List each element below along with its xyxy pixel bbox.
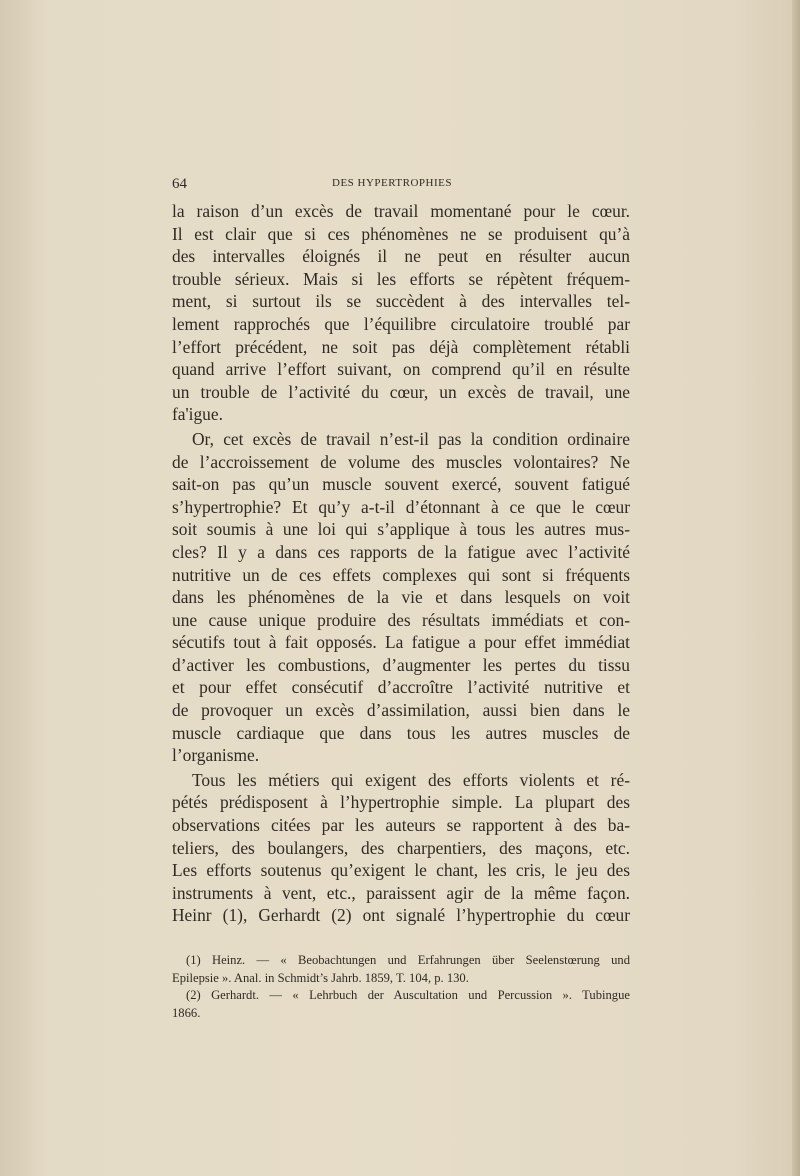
text-line: dans les phénomènes de la vie et dans lesquels on voit [172, 587, 630, 608]
footnote-line: (1) Heinz. — « Beobachtungen und Erfahrungen über Seelenstœrung und [186, 953, 630, 967]
text-line: sécutifs tout à fait opposés. La fatigue a pour effet immédiat [172, 632, 630, 653]
page-header [172, 176, 628, 194]
body-text [172, 200, 630, 927]
text-line: un trouble de l’activité du cœur, un excès de travail, une [172, 381, 630, 402]
running-title: DES HYPERTROPHIES [332, 177, 452, 189]
text-line: Les efforts soutenus qu’exigent le chant, les cris, le jeu des [172, 860, 630, 881]
text-line: instruments à vent, etc., paraissent agir de la même façon. [172, 882, 630, 903]
text-line: muscle cardiaque que dans tous les autres muscles de [172, 722, 630, 743]
text-line: de provoquer un excès d’assimilation, aussi bien dans le [172, 700, 630, 721]
text-line: quand arrive l’effort suivant, on comprend qu’il en résulte [172, 359, 630, 380]
text-line: pétés prédisposent à l’hypertrophie simple. La plupart des [172, 792, 630, 813]
footnote-line: (2) Gerhardt. — « Lehrbuch der Auscultation und Percussion ». Tubingue [186, 988, 630, 1002]
text-line: nutritive un de ces effets complexes qui sont si fréquents [172, 564, 630, 585]
text-line: Tous les métiers qui exigent des efforts violents et ré- [192, 769, 630, 790]
text-line: Heinr (1), Gerhardt (2) ont signalé l’hypertrophie du cœur [172, 905, 630, 926]
text-line: fa'igue. [172, 404, 223, 425]
text-line: observations citées par les auteurs se rapportent à des ba- [172, 815, 630, 836]
text-line: sait-on pas qu’un muscle souvent exercé, souvent fatigué [172, 474, 630, 495]
text-line: soit soumis à une loi qui s’applique à tous les autres mus- [172, 519, 630, 540]
text-line: d’activer les combustions, d’augmenter les pertes du tissu [172, 654, 630, 675]
text-line: ment, si surtout ils se succèdent à des intervalles tel- [172, 291, 630, 312]
text-line: une cause unique produire des résultats immédiats et con- [172, 609, 630, 630]
text-line: Or, cet excès de travail n’est-il pas la condition ordinaire [192, 428, 630, 449]
text-line: l’effort précédent, ne soit pas déjà complètement rétabli [172, 336, 630, 357]
footnotes [172, 952, 630, 1022]
text-line: s’hypertrophie? Et qu’y a-t-il d’étonnant à ce que le cœur [172, 496, 630, 517]
text-line: cles? Il y a dans ces rapports de la fatigue avec l’activité [172, 541, 630, 562]
text-line: de l’accroissement de volume des muscles volontaires? Ne [172, 451, 630, 472]
text-line: Il est clair que si ces phénomènes ne se produisent qu’à [172, 223, 630, 244]
page-number: 64 [172, 176, 187, 192]
text-line: la raison d’un excès de travail momentané pour le cœur. [172, 201, 630, 221]
text-line: lement rapprochés que l’équilibre circulatoire troublé par [172, 313, 630, 334]
footnote-line: Epilepsie ». Anal. in Schmidt’s Jahrb. 1859, T. 104, p. 130. [172, 970, 469, 985]
text-line: et pour effet consécutif d’accroître l’activité nutritive et [172, 677, 630, 698]
text-line: des intervalles éloignés il ne peut en résulter aucun [172, 246, 630, 267]
footnote-line: 1866. [172, 1005, 201, 1020]
page-edge [792, 0, 800, 1176]
text-line: teliers, des boulangers, des charpentiers, des maçons, etc. [172, 837, 630, 858]
text-line: trouble sérieux. Mais si les efforts se répètent fréquem- [172, 268, 630, 289]
text-line: l’organisme. [172, 745, 260, 766]
